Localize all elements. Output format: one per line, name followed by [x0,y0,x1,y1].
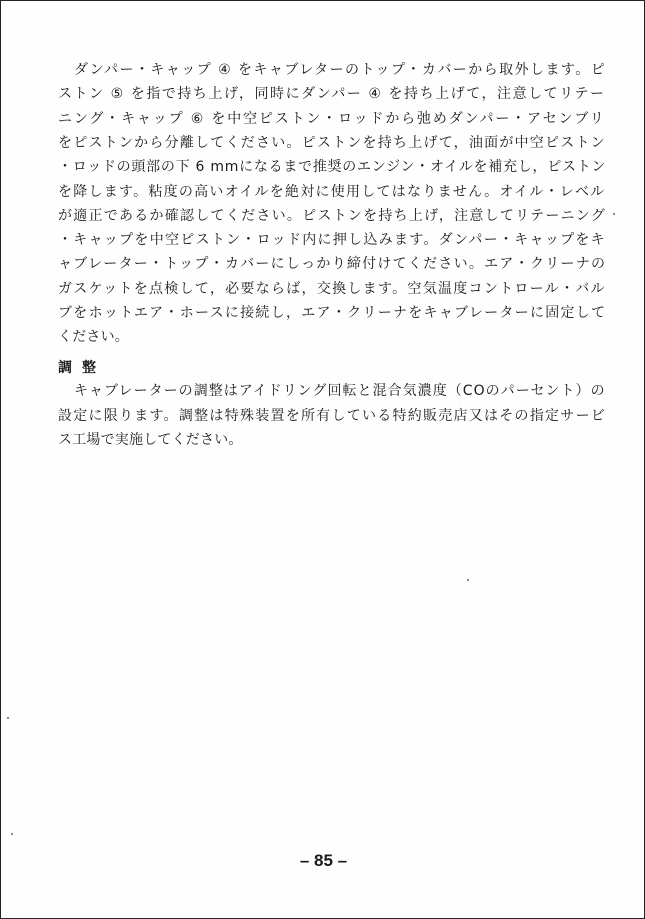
text-line: 設定に限ります。調整は特殊装置を所有している特約販売店又はその指定サービ [58,407,607,424]
text-line: キャブレーターの調整はアイドリング回転と混合気濃度（COのパーセント）の [74,383,606,399]
text-line: ストン ⑤ を指で持ち上げ，同時にダンパー ④ を持ち上げて，注意してリテー [58,86,606,103]
text-line: を降します。粘度の高いオイルを絶対に使用してはなりません。オイル・レベル [58,183,606,200]
page-number: – 85 – [299,851,348,870]
scan-speck [467,579,469,581]
text-line: ニング・キャップ ⑥ を中空ピストン・ロッドから弛めダンパー・アセンブリ [58,110,606,127]
text-line: ダンパー・キャップ ④ をキャブレターのトップ・カバーから取外します。ピ [74,62,607,78]
text-line: ャブレーター・トップ・カバーにしっかり締付けてください。エア・クリーナの [58,256,607,273]
scan-speck [11,833,13,835]
scan-speck [7,717,9,719]
text-line: をピストンから分離してください。ピストンを持ち上げて，油面が中空ピストン [58,134,606,151]
scan-speck [613,213,615,215]
section-heading: 調整 [58,360,106,376]
text-line: が適正であるか確認してください。ピストンを持ち上げ，注意してリテーニング [58,207,607,224]
text-line: ス工場で実施してください。 [58,432,243,448]
text-line: ください。 [58,329,129,346]
text-line: ・ロッドの頭部の下 6 mmになるまで推奨のエンジン・オイルを補充し，ピストン [58,159,607,176]
text-line: ・キャップを中空ピストン・ロッド内に押し込みます。ダンパー・キャップをキ [58,232,606,249]
text-line: ガスケットを点検して，必要ならば，交換します。空気温度コントロール・バル [58,280,606,297]
text-line: ブをホットエア・ホースに接続し，エア・クリーナをキャブレーターに固定して [58,305,607,321]
